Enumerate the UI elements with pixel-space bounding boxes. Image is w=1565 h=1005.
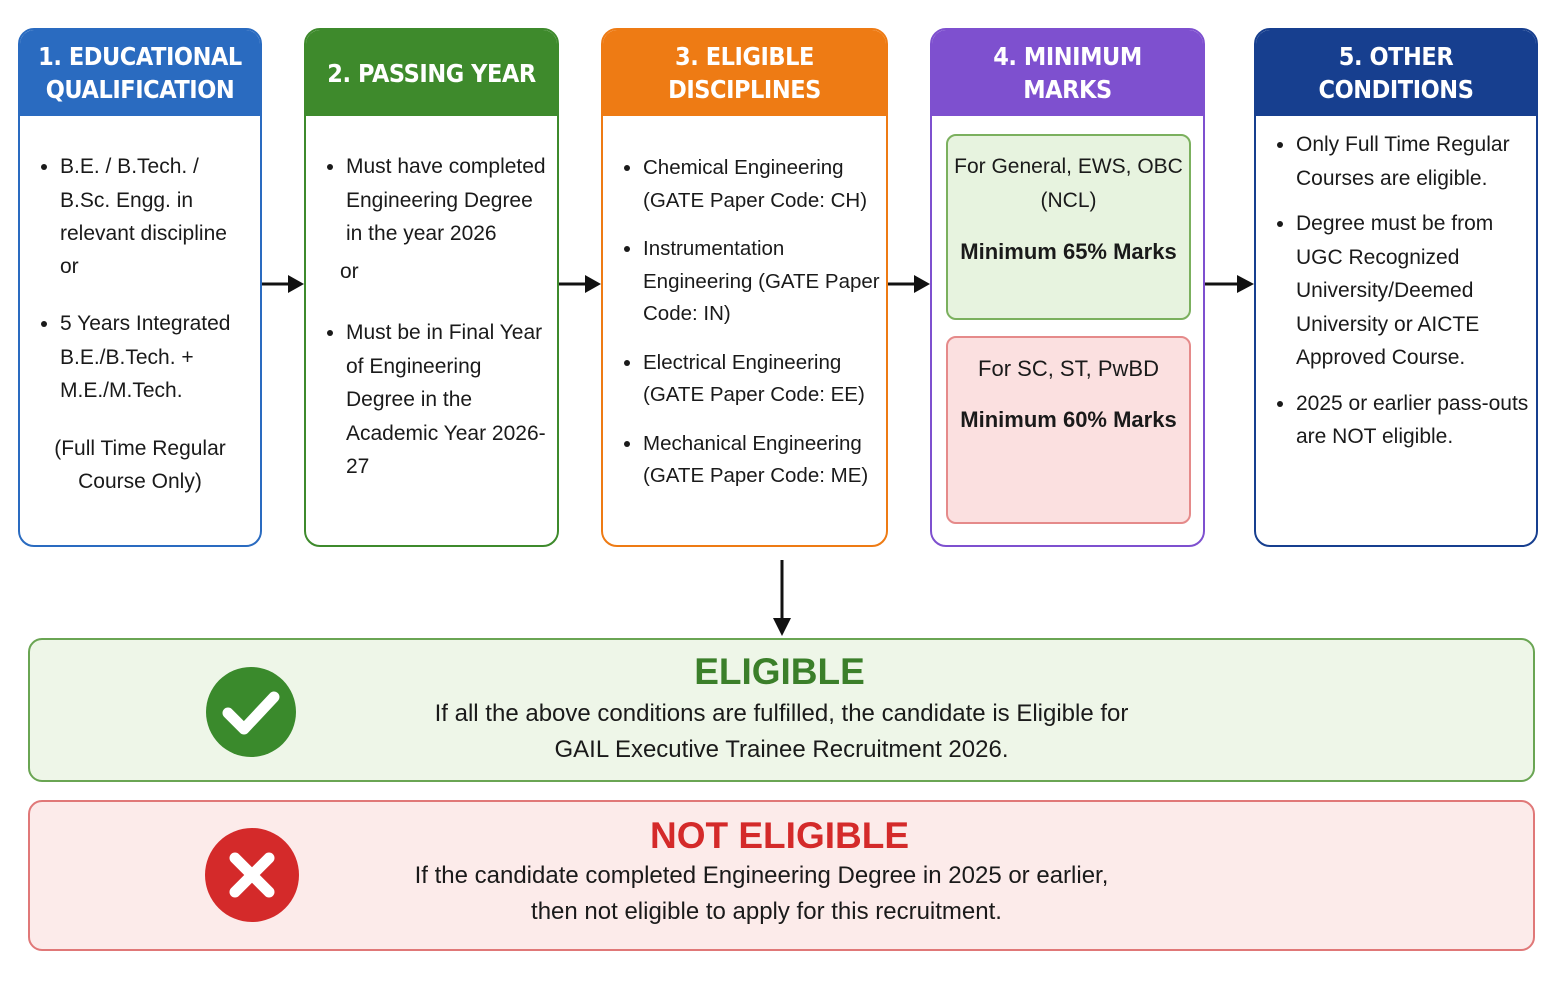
card-minimum-marks (930, 28, 1205, 547)
card-passing-year (304, 28, 559, 547)
marks-box-reserved (946, 336, 1191, 524)
list-item: • Mechanical Engineering (GATE Paper Code: ME) (643, 428, 880, 493)
list-item: • Degree must be from UGC Recognized University/Deemed University or AICTE Approved Course. (1296, 207, 1530, 375)
card-eligible-disciplines (601, 28, 888, 547)
not-eligible-desc-line1: If the candidate completed Engineering Degree in 2025 or earlier, (414, 862, 1109, 889)
check-icon (206, 667, 296, 757)
not-eligible-desc-line2: then not eligible to apply for this recruitment. (531, 898, 1002, 925)
list-item: • Must be in Final Year of Engineering Degree in the Academic Year 2026-27 (346, 316, 549, 484)
arrow-right-icon (559, 272, 601, 296)
arrow-down-icon (770, 560, 794, 636)
card-header: 4. MINIMUM MARKS (993, 42, 1142, 104)
arrow-right-icon (262, 272, 304, 296)
arrow-right-icon (888, 272, 930, 296)
or-label: or (340, 259, 359, 283)
course-note: (Full Time Regular Course Only) (54, 436, 226, 493)
marks-category-label: For General, EWS, OBC (NCL) (954, 155, 1183, 212)
list-item: • 2025 or earlier pass-outs are NOT eligible. (1296, 387, 1530, 454)
card-other-conditions (1254, 28, 1538, 547)
card-header: 5. OTHER CONDITIONS (1318, 42, 1474, 104)
list-item: • Instrumentation Engineering (GATE Paper Code: IN) (643, 233, 880, 331)
eligible-desc-line2: GAIL Executive Trainee Recruitment 2026. (554, 736, 1009, 763)
marks-category-label: For SC, ST, PwBD (978, 356, 1159, 381)
not-eligible-title: NOT ELIGIBLE (650, 815, 909, 856)
list-item: • B.E. / B.Tech. / B.Sc. Engg. in relevant discipline (60, 150, 250, 251)
marks-value: Minimum 60% Marks (960, 407, 1177, 432)
list-item: • Only Full Time Regular Courses are eligible. (1296, 128, 1530, 195)
list-item: • Electrical Engineering (GATE Paper Code: EE) (643, 347, 880, 412)
x-mark-icon (205, 828, 299, 922)
eligible-desc-line1: If all the above conditions are fulfilled, the candidate is Eligible for (434, 700, 1129, 727)
arrow-right-icon (1205, 272, 1254, 296)
marks-box-general (946, 134, 1191, 320)
list-item: • Must have completed Engineering Degree in the year 2026 (346, 150, 549, 251)
list-item: • Chemical Engineering (GATE Paper Code: CH) (643, 152, 880, 217)
card-header: 2. PASSING YEAR (327, 58, 536, 88)
card-header: 1. EDUCATIONAL QUALIFICATION (38, 42, 242, 104)
or-label: or (60, 254, 79, 278)
card-header: 3. ELIGIBLE DISCIPLINES (668, 42, 821, 104)
card-educational-qualification (18, 28, 262, 547)
marks-value: Minimum 65% Marks (960, 239, 1177, 264)
list-item: • 5 Years Integrated B.E./B.Tech. + M.E./M.Tech. (60, 307, 250, 408)
eligible-title: ELIGIBLE (694, 651, 865, 692)
